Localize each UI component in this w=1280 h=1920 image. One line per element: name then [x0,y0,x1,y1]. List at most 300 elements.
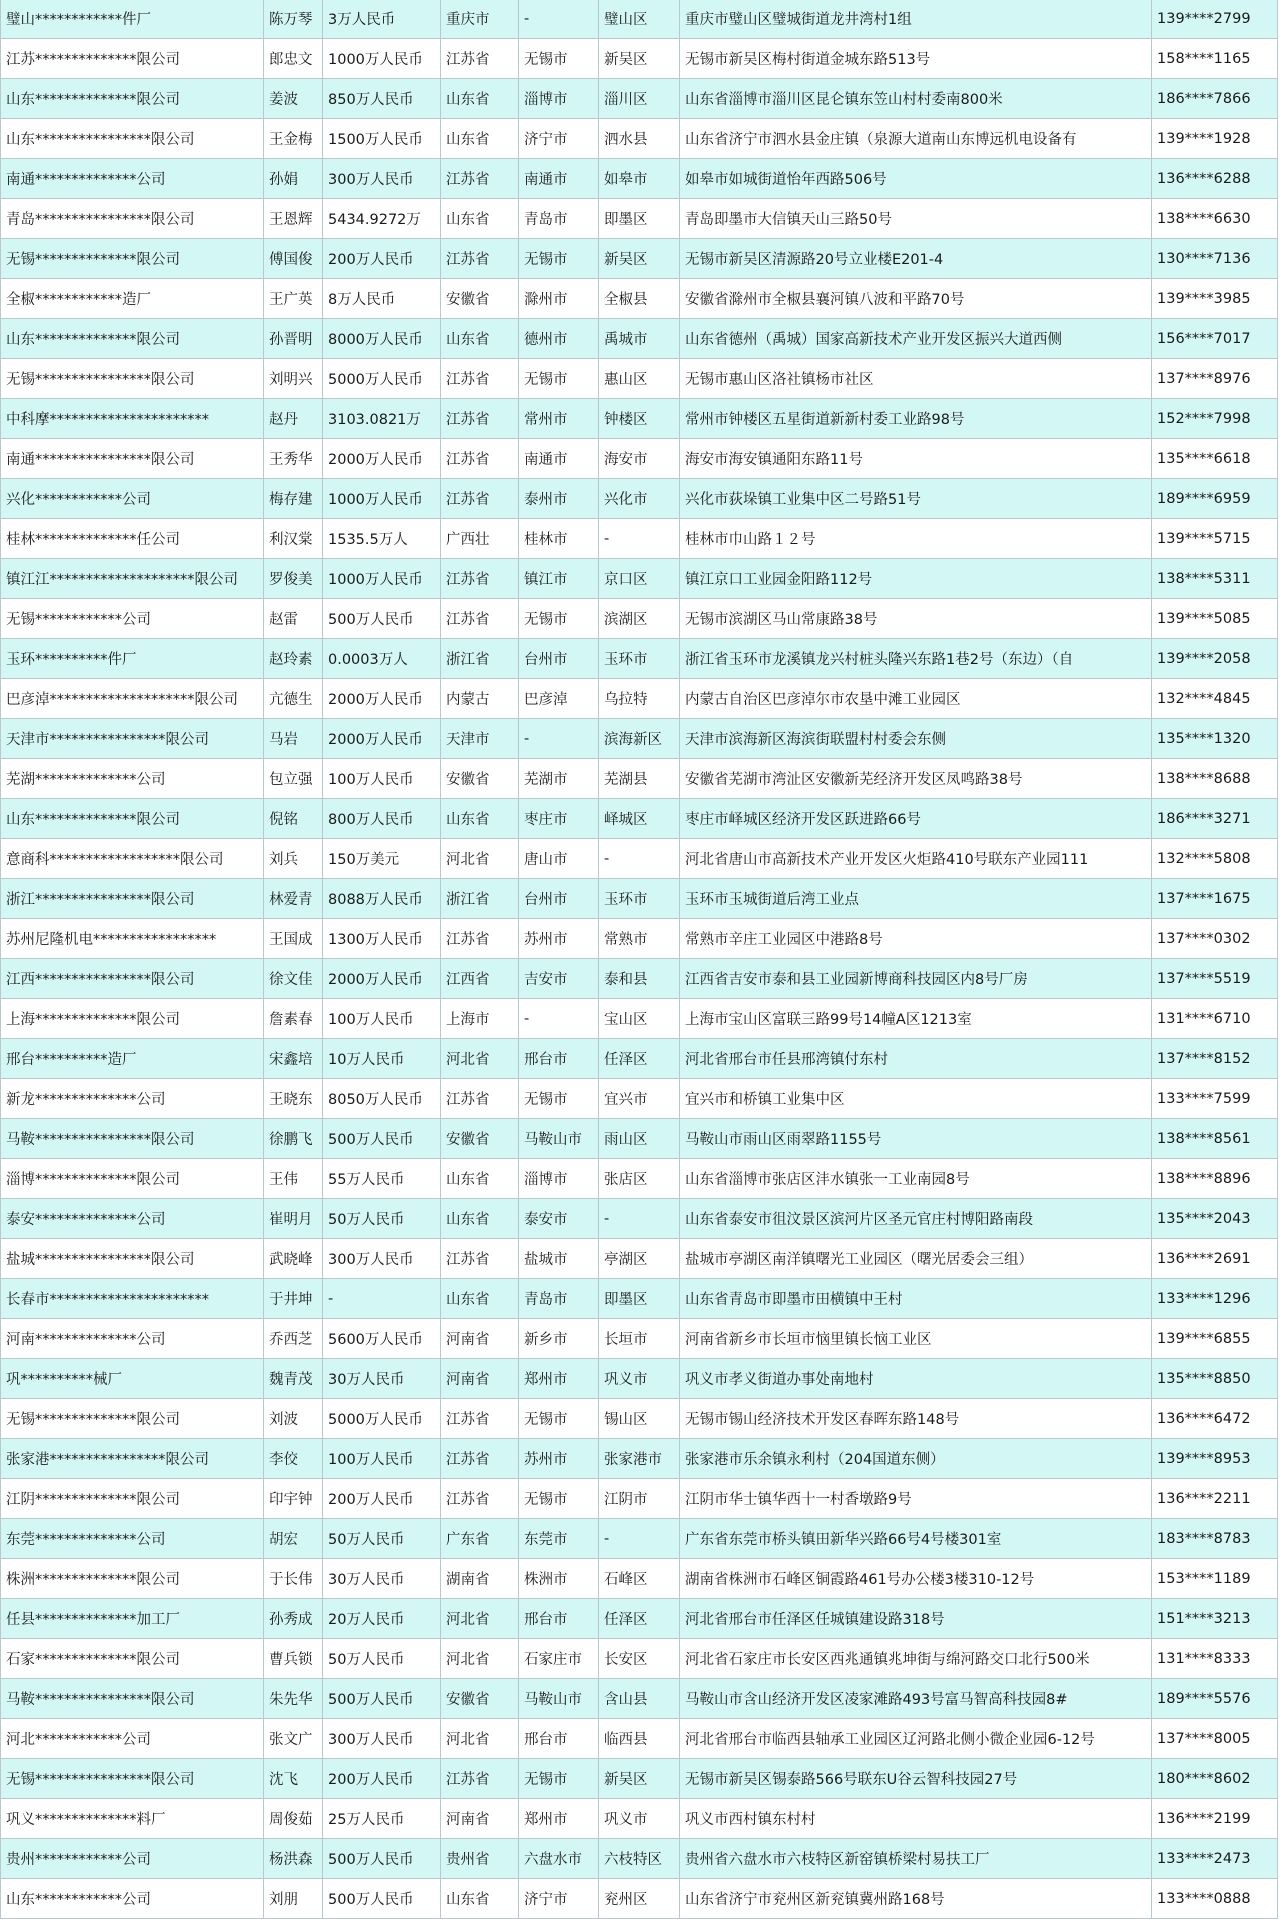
registered-capital-cell: 5000万人民币 [323,1399,441,1439]
registered-capital-cell: 300万人民币 [323,1239,441,1279]
legal-rep-cell: 印宇钟 [264,1479,323,1519]
phone-cell: 137****8976 [1152,359,1278,399]
table-row [1,559,1278,599]
city-cell: 台州市 [519,639,599,679]
province-cell: 河北省 [441,1599,519,1639]
district-cell: - [599,1519,680,1559]
phone-cell: 138****8688 [1152,759,1278,799]
city-cell: 盐城市 [519,1239,599,1279]
registered-capital-cell: 200万人民币 [323,1479,441,1519]
company-name-cell: 马鞍****************限公司 [1,1679,264,1719]
company-name-cell: 镇江江********************限公司 [1,559,264,599]
city-cell: 株洲市 [519,1559,599,1599]
registered-capital-cell: 500万人民币 [323,1879,441,1919]
registered-capital-cell: 8000万人民币 [323,319,441,359]
registered-capital-cell: 2000万人民币 [323,439,441,479]
phone-cell: 139****1928 [1152,119,1278,159]
address-cell: 贵州省六盘水市六枝特区新窑镇桥梁村易扶工厂 [680,1839,1152,1879]
district-cell: 雨山区 [599,1119,680,1159]
registered-capital-cell: 100万人民币 [323,759,441,799]
district-cell: 璧山区 [599,0,680,39]
legal-rep-cell: 王国成 [264,919,323,959]
table-row [1,799,1278,839]
phone-cell: 137****1675 [1152,879,1278,919]
city-cell: 无锡市 [519,39,599,79]
province-cell: 江苏省 [441,1479,519,1519]
province-cell: 江苏省 [441,1079,519,1119]
company-name-cell: 邢台**********造厂 [1,1039,264,1079]
district-cell: 兖州区 [599,1879,680,1919]
city-cell: 青岛市 [519,1279,599,1319]
company-name-cell: 无锡**************限公司 [1,239,264,279]
address-cell: 无锡市惠山区洛社镇杨市社区 [680,359,1152,399]
province-cell: 广西壮 [441,519,519,559]
registered-capital-cell: 10万人民币 [323,1039,441,1079]
legal-rep-cell: 孙秀成 [264,1599,323,1639]
legal-rep-cell: 武晓峰 [264,1239,323,1279]
city-cell: 巴彦淖 [519,679,599,719]
city-cell: 台州市 [519,879,599,919]
company-name-cell: 山东****************限公司 [1,119,264,159]
company-name-cell: 盐城****************限公司 [1,1239,264,1279]
address-cell: 内蒙古自治区巴彦淖尔市农垦中滩工业园区 [680,679,1152,719]
table-row [1,39,1278,79]
phone-cell: 135****8850 [1152,1359,1278,1399]
registered-capital-cell: 3103.0821万 [323,399,441,439]
phone-cell: 131****8333 [1152,1639,1278,1679]
legal-rep-cell: 赵雷 [264,599,323,639]
province-cell: 安徽省 [441,1119,519,1159]
legal-rep-cell: 刘明兴 [264,359,323,399]
table-row [1,959,1278,999]
province-cell: 江苏省 [441,159,519,199]
registered-capital-cell: 1535.5万人 [323,519,441,559]
legal-rep-cell: 赵玲素 [264,639,323,679]
legal-rep-cell: 刘兵 [264,839,323,879]
address-cell: 张家港市乐余镇永利村（204国道东侧） [680,1439,1152,1479]
address-cell: 无锡市新吴区梅村街道金城东路513号 [680,39,1152,79]
phone-cell: 189****6959 [1152,479,1278,519]
district-cell: 长安区 [599,1639,680,1679]
company-name-cell: 巩**********械厂 [1,1359,264,1399]
table-row [1,1239,1278,1279]
table-row [1,919,1278,959]
legal-rep-cell: 于井坤 [264,1279,323,1319]
province-cell: 广东省 [441,1519,519,1559]
legal-rep-cell: 王晓东 [264,1079,323,1119]
district-cell: 宜兴市 [599,1079,680,1119]
district-cell: 六枝特区 [599,1839,680,1879]
registered-capital-cell: 30万人民币 [323,1359,441,1399]
city-cell: 新乡市 [519,1319,599,1359]
city-cell: 邢台市 [519,1719,599,1759]
registered-capital-cell: 8050万人民币 [323,1079,441,1119]
company-table-body [1,0,1278,1919]
district-cell: 滨海新区 [599,719,680,759]
district-cell: 任泽区 [599,1039,680,1079]
city-cell: 马鞍山市 [519,1679,599,1719]
table-row [1,1879,1278,1919]
city-cell: 枣庄市 [519,799,599,839]
province-cell: 江苏省 [441,479,519,519]
district-cell: 泗水县 [599,119,680,159]
company-name-cell: 巴彦淖********************限公司 [1,679,264,719]
district-cell: - [599,519,680,559]
phone-cell: 136****2199 [1152,1799,1278,1839]
company-name-cell: 中科摩********************** [1,399,264,439]
district-cell: 淄川区 [599,79,680,119]
company-name-cell: 株洲**************限公司 [1,1559,264,1599]
district-cell: - [599,1199,680,1239]
phone-cell: 153****1189 [1152,1559,1278,1599]
legal-rep-cell: 张文广 [264,1719,323,1759]
city-cell: 苏州市 [519,919,599,959]
table-row [1,399,1278,439]
company-name-cell: 山东**************限公司 [1,79,264,119]
province-cell: 江苏省 [441,559,519,599]
district-cell: 长垣市 [599,1319,680,1359]
company-name-cell: 山东************公司 [1,1879,264,1919]
company-name-cell: 南通****************限公司 [1,439,264,479]
province-cell: 重庆市 [441,0,519,39]
district-cell: 如皋市 [599,159,680,199]
address-cell: 无锡市新吴区清源路20号立业楼E201-4 [680,239,1152,279]
province-cell: 河南省 [441,1319,519,1359]
province-cell: 内蒙古 [441,679,519,719]
legal-rep-cell: 林爱青 [264,879,323,919]
address-cell: 山东省青岛市即墨市田横镇中王村 [680,1279,1152,1319]
company-name-cell: 江西****************限公司 [1,959,264,999]
phone-cell: 137****8152 [1152,1039,1278,1079]
phone-cell: 139****2058 [1152,639,1278,679]
company-name-cell: 兴化************公司 [1,479,264,519]
registered-capital-cell: - [323,1279,441,1319]
registered-capital-cell: 5600万人民币 [323,1319,441,1359]
phone-cell: 133****0888 [1152,1879,1278,1919]
district-cell: 即墨区 [599,1279,680,1319]
address-cell: 重庆市璧山区璧城街道龙井湾村1组 [680,0,1152,39]
company-name-cell: 上海**************限公司 [1,999,264,1039]
address-cell: 巩义市孝义街道办事处南地村 [680,1359,1152,1399]
province-cell: 江苏省 [441,599,519,639]
table-row [1,1519,1278,1559]
company-name-cell: 山东**************限公司 [1,799,264,839]
address-cell: 巩义市西村镇东村村 [680,1799,1152,1839]
legal-rep-cell: 杨洪森 [264,1839,323,1879]
province-cell: 山东省 [441,1279,519,1319]
address-cell: 安徽省芜湖市湾沚区安徽新芜经济开发区凤鸣路38号 [680,759,1152,799]
table-row [1,359,1278,399]
legal-rep-cell: 沈飞 [264,1759,323,1799]
table-row [1,1759,1278,1799]
city-cell: 东莞市 [519,1519,599,1559]
address-cell: 河北省邢台市任县邢湾镇付东村 [680,1039,1152,1079]
district-cell: 张家港市 [599,1439,680,1479]
city-cell: 无锡市 [519,359,599,399]
legal-rep-cell: 郎忠文 [264,39,323,79]
legal-rep-cell: 孙娟 [264,159,323,199]
province-cell: 安徽省 [441,759,519,799]
district-cell: 泰和县 [599,959,680,999]
city-cell: 芜湖市 [519,759,599,799]
company-name-cell: 无锡**************限公司 [1,1399,264,1439]
province-cell: 河北省 [441,1039,519,1079]
registered-capital-cell: 0.0003万人 [323,639,441,679]
phone-cell: 132****4845 [1152,679,1278,719]
table-row [1,1439,1278,1479]
table-row [1,1279,1278,1319]
company-name-cell: 璧山************件厂 [1,0,264,39]
registered-capital-cell: 3万人民币 [323,0,441,39]
district-cell: 惠山区 [599,359,680,399]
legal-rep-cell: 赵丹 [264,399,323,439]
table-row [1,0,1278,39]
district-cell: 玉环市 [599,879,680,919]
table-row [1,1319,1278,1359]
phone-cell: 135****2043 [1152,1199,1278,1239]
registered-capital-cell: 100万人民币 [323,999,441,1039]
table-row [1,519,1278,559]
address-cell: 宜兴市和桥镇工业集中区 [680,1079,1152,1119]
address-cell: 广东省东莞市桥头镇田新华兴路66号4号楼301室 [680,1519,1152,1559]
province-cell: 河北省 [441,839,519,879]
city-cell: 无锡市 [519,1399,599,1439]
province-cell: 河南省 [441,1799,519,1839]
province-cell: 浙江省 [441,879,519,919]
address-cell: 山东省济宁市泗水县金庄镇（泉源大道南山东博远机电设备有 [680,119,1152,159]
phone-cell: 138****6630 [1152,199,1278,239]
district-cell: 亭湖区 [599,1239,680,1279]
company-name-cell: 石家**************限公司 [1,1639,264,1679]
phone-cell: 133****7599 [1152,1079,1278,1119]
address-cell: 马鞍山市含山经济开发区凌家滩路493号富马智高科技园8# [680,1679,1152,1719]
phone-cell: 139****5715 [1152,519,1278,559]
company-name-cell: 桂林**************任公司 [1,519,264,559]
table-row [1,1159,1278,1199]
district-cell: 石峰区 [599,1559,680,1599]
district-cell: 海安市 [599,439,680,479]
address-cell: 安徽省滁州市全椒县襄河镇八波和平路70号 [680,279,1152,319]
legal-rep-cell: 亢德生 [264,679,323,719]
phone-cell: 152****7998 [1152,399,1278,439]
table-row [1,1479,1278,1519]
province-cell: 江苏省 [441,359,519,399]
phone-cell: 136****6288 [1152,159,1278,199]
address-cell: 湖南省株洲市石峰区铜霞路461号办公楼3楼310-12号 [680,1559,1152,1599]
registered-capital-cell: 55万人民币 [323,1159,441,1199]
district-cell: 临西县 [599,1719,680,1759]
city-cell: 淄博市 [519,79,599,119]
table-row [1,1079,1278,1119]
registered-capital-cell: 1500万人民币 [323,119,441,159]
province-cell: 安徽省 [441,279,519,319]
city-cell: 唐山市 [519,839,599,879]
province-cell: 江苏省 [441,1759,519,1799]
company-name-cell: 巩义**************料厂 [1,1799,264,1839]
legal-rep-cell: 包立强 [264,759,323,799]
province-cell: 山东省 [441,119,519,159]
district-cell: 兴化市 [599,479,680,519]
district-cell: 京口区 [599,559,680,599]
company-name-cell: 南通**************公司 [1,159,264,199]
registered-capital-cell: 500万人民币 [323,1119,441,1159]
legal-rep-cell: 朱先华 [264,1679,323,1719]
legal-rep-cell: 李佼 [264,1439,323,1479]
table-row [1,279,1278,319]
province-cell: 上海市 [441,999,519,1039]
province-cell: 江苏省 [441,1439,519,1479]
address-cell: 兴化市荻垛镇工业集中区二号路51号 [680,479,1152,519]
registered-capital-cell: 50万人民币 [323,1199,441,1239]
district-cell: 含山县 [599,1679,680,1719]
company-name-cell: 天津市****************限公司 [1,719,264,759]
phone-cell: 132****5808 [1152,839,1278,879]
address-cell: 海安市海安镇通阳东路11号 [680,439,1152,479]
table-row [1,79,1278,119]
district-cell: 新吴区 [599,39,680,79]
phone-cell: 183****8783 [1152,1519,1278,1559]
legal-rep-cell: 曹兵锁 [264,1639,323,1679]
province-cell: 山东省 [441,1159,519,1199]
legal-rep-cell: 倪铭 [264,799,323,839]
company-name-cell: 江阴**************限公司 [1,1479,264,1519]
district-cell: 峄城区 [599,799,680,839]
legal-rep-cell: 乔西芝 [264,1319,323,1359]
province-cell: 江苏省 [441,39,519,79]
province-cell: 江苏省 [441,919,519,959]
legal-rep-cell: 徐文佳 [264,959,323,999]
phone-cell: 139****2799 [1152,0,1278,39]
registered-capital-cell: 500万人民币 [323,1679,441,1719]
registered-capital-cell: 850万人民币 [323,79,441,119]
table-row [1,1039,1278,1079]
district-cell: 常熟市 [599,919,680,959]
legal-rep-cell: 刘波 [264,1399,323,1439]
company-name-cell: 山东**************限公司 [1,319,264,359]
province-cell: 浙江省 [441,639,519,679]
legal-rep-cell: 王伟 [264,1159,323,1199]
phone-cell: 186****7866 [1152,79,1278,119]
address-cell: 河南省新乡市长垣市恼里镇长恼工业区 [680,1319,1152,1359]
address-cell: 马鞍山市雨山区雨翠路1155号 [680,1119,1152,1159]
phone-cell: 158****1165 [1152,39,1278,79]
phone-cell: 136****6472 [1152,1399,1278,1439]
address-cell: 镇江京口工业园金阳路112号 [680,559,1152,599]
table-row [1,759,1278,799]
registered-capital-cell: 2000万人民币 [323,719,441,759]
city-cell: 泰安市 [519,1199,599,1239]
legal-rep-cell: 马岩 [264,719,323,759]
registered-capital-cell: 500万人民币 [323,1839,441,1879]
address-cell: 常州市钟楼区五星街道新新村委工业路98号 [680,399,1152,439]
table-row [1,239,1278,279]
province-cell: 山东省 [441,79,519,119]
city-cell: 六盘水市 [519,1839,599,1879]
company-name-cell: 淄博**************限公司 [1,1159,264,1199]
registered-capital-cell: 1000万人民币 [323,479,441,519]
company-name-cell: 玉环**********件厂 [1,639,264,679]
city-cell: 桂林市 [519,519,599,559]
city-cell: - [519,0,599,39]
city-cell: 常州市 [519,399,599,439]
registered-capital-cell: 300万人民币 [323,159,441,199]
company-name-cell: 江苏**************限公司 [1,39,264,79]
company-name-cell: 苏州尼隆机电***************** [1,919,264,959]
province-cell: 河北省 [441,1639,519,1679]
legal-rep-cell: 利汉棠 [264,519,323,559]
legal-rep-cell: 于长伟 [264,1559,323,1599]
district-cell: 江阴市 [599,1479,680,1519]
company-name-cell: 贵州************公司 [1,1839,264,1879]
address-cell: 江阴市华士镇华西十一村香墩路9号 [680,1479,1152,1519]
company-name-cell: 青岛****************限公司 [1,199,264,239]
phone-cell: 133****1296 [1152,1279,1278,1319]
registered-capital-cell: 20万人民币 [323,1599,441,1639]
legal-rep-cell: 王恩辉 [264,199,323,239]
province-cell: 河南省 [441,1359,519,1399]
phone-cell: 137****0302 [1152,919,1278,959]
registered-capital-cell: 25万人民币 [323,1799,441,1839]
company-name-cell: 张家港****************限公司 [1,1439,264,1479]
legal-rep-cell: 胡宏 [264,1519,323,1559]
registered-capital-cell: 5000万人民币 [323,359,441,399]
province-cell: 江苏省 [441,1399,519,1439]
district-cell: 即墨区 [599,199,680,239]
district-cell: 新吴区 [599,239,680,279]
registered-capital-cell: 2000万人民币 [323,959,441,999]
address-cell: 盐城市亭湖区南洋镇曙光工业园区（曙光居委会三组） [680,1239,1152,1279]
city-cell: 泰州市 [519,479,599,519]
address-cell: 江西省吉安市泰和县工业园新博商科技园区内8号厂房 [680,959,1152,999]
legal-rep-cell: 陈万琴 [264,0,323,39]
phone-cell: 189****5576 [1152,1679,1278,1719]
table-row [1,1119,1278,1159]
phone-cell: 137****8005 [1152,1719,1278,1759]
table-row [1,479,1278,519]
registered-capital-cell: 300万人民币 [323,1719,441,1759]
province-cell: 山东省 [441,799,519,839]
phone-cell: 135****6618 [1152,439,1278,479]
table-row [1,1839,1278,1879]
phone-cell: 139****3985 [1152,279,1278,319]
city-cell: 滁州市 [519,279,599,319]
address-cell: 浙江省玉环市龙溪镇龙兴村桩头隆兴东路1巷2号（东边）（自 [680,639,1152,679]
district-cell: - [599,839,680,879]
table-row [1,1799,1278,1839]
table-row [1,1559,1278,1599]
province-cell: 江苏省 [441,399,519,439]
city-cell: 南通市 [519,159,599,199]
company-name-cell: 意商科******************限公司 [1,839,264,879]
phone-cell: 133****2473 [1152,1839,1278,1879]
table-row [1,1679,1278,1719]
legal-rep-cell: 宋鑫培 [264,1039,323,1079]
registered-capital-cell: 200万人民币 [323,239,441,279]
table-row [1,599,1278,639]
registered-capital-cell: 200万人民币 [323,1759,441,1799]
registered-capital-cell: 50万人民币 [323,1519,441,1559]
company-name-cell: 河南**************公司 [1,1319,264,1359]
registered-capital-cell: 8万人民币 [323,279,441,319]
registered-capital-cell: 5434.9272万 [323,199,441,239]
district-cell: 新吴区 [599,1759,680,1799]
city-cell: 郑州市 [519,1799,599,1839]
city-cell: 郑州市 [519,1359,599,1399]
table-row [1,879,1278,919]
phone-cell: 156****7017 [1152,319,1278,359]
phone-cell: 136****2211 [1152,1479,1278,1519]
province-cell: 江苏省 [441,239,519,279]
